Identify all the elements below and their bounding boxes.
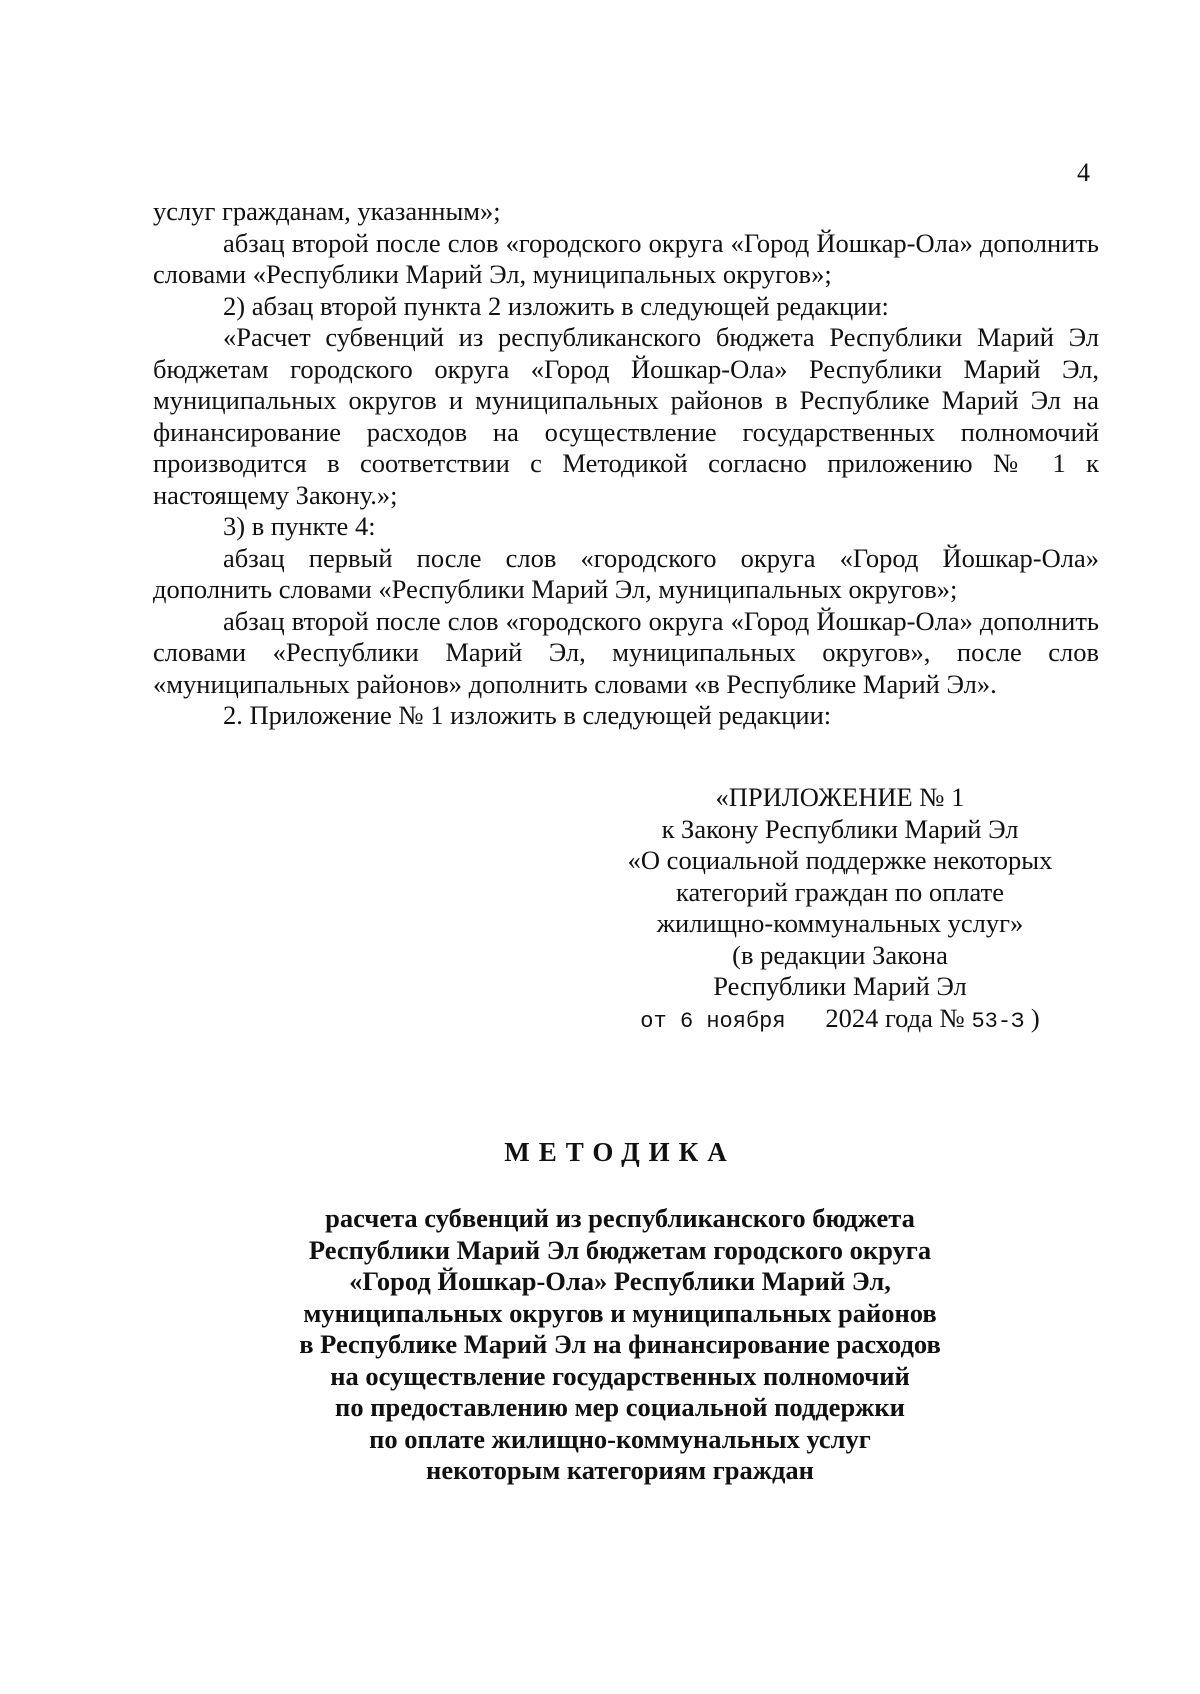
paragraph: 2) абзац второй пункта 2 изложить в следующей редакции: — [223, 290, 889, 321]
appendix-line: Республики Марий Эл — [713, 971, 967, 1001]
date-prefix: от — [640, 1008, 667, 1034]
paragraph: 3) в пункте 4: — [223, 511, 376, 541]
appendix-line: жилищно-коммунальных услуг» — [656, 908, 1024, 938]
document-heading: МЕТОДИКА — [504, 1137, 736, 1167]
subtitle-line: «Город Йошкар-Ола» Республики Марий Эл, — [349, 1266, 891, 1296]
appendix-line: (в редакции Закона — [732, 939, 948, 970]
date-year: 2024 года № — [825, 1002, 965, 1033]
appendix-line: «ПРИЛОЖЕНИЕ № 1 — [715, 782, 965, 812]
body-text — [153, 196, 1099, 732]
paragraph: абзац первый после слов «городского округа «Город Йошкар-Ола» дополнить словами «Республики Марий Эл, муниципальных округов»; — [153, 542, 1099, 604]
date-day-month: 6 ноября — [679, 1008, 786, 1034]
paragraph: абзац второй после слов «городского округа «Город Йошкар-Ола» дополнить словами «Республики Марий Эл, муниципальных округов», после слов «муниципальных районов» дополнить словами «в Республике Марий Эл». — [153, 605, 1099, 699]
subtitle-line: на осуществление государственных полномочий — [330, 1360, 910, 1391]
paragraph: «Расчет субвенций из республиканского бюджета Республики Марий Эл бюджетам городского округа «Город Йошкар-Ола» Республики Марий Эл, муниципальных округов и муниципальных районов в Республике Марий Эл на финансирование расходов на осуществление государственных полномочий производится в соответствии с Методикой согласно приложению № 1 к настоящему Закону.»; — [153, 322, 1099, 510]
subtitle-line: некоторым категориям граждан — [426, 1455, 814, 1485]
appendix-date-line — [600, 1003, 1080, 1038]
subtitle-line: муниципальных округов и муниципальных районов — [303, 1297, 937, 1328]
appendix-line: «О социальной поддержке некоторых — [627, 845, 1053, 875]
document-subtitle — [0, 1203, 1200, 1487]
subtitle-line: по предоставлению мер социальной поддержки — [335, 1392, 905, 1422]
date-suffix: ) — [1030, 1002, 1040, 1033]
paragraph: абзац второй после слов «городского округа «Город Йошкар-Ола» дополнить словами «Республики Марий Эл, муниципальных округов»; — [153, 227, 1099, 289]
subtitle-line: расчета субвенций из республиканского бюджета — [325, 1203, 915, 1233]
page-number: 4 — [1077, 158, 1090, 187]
appendix-block — [600, 782, 1080, 1037]
subtitle-line: по оплате жилищно-коммунальных услуг — [369, 1423, 871, 1454]
appendix-line: к Закону Республики Марий Эл — [661, 813, 1019, 844]
paragraph: услуг гражданам, указанным»; — [153, 196, 501, 226]
subtitle-line: в Республике Марий Эл на финансирование расходов — [299, 1329, 941, 1359]
paragraph: 2. Приложение № 1 изложить в следующей редакции: — [223, 700, 832, 730]
law-number: 53-З — [971, 1008, 1025, 1034]
appendix-line: категорий граждан по оплате — [676, 876, 1004, 907]
subtitle-line: Республики Марий Эл бюджетам городского округа — [308, 1234, 932, 1265]
